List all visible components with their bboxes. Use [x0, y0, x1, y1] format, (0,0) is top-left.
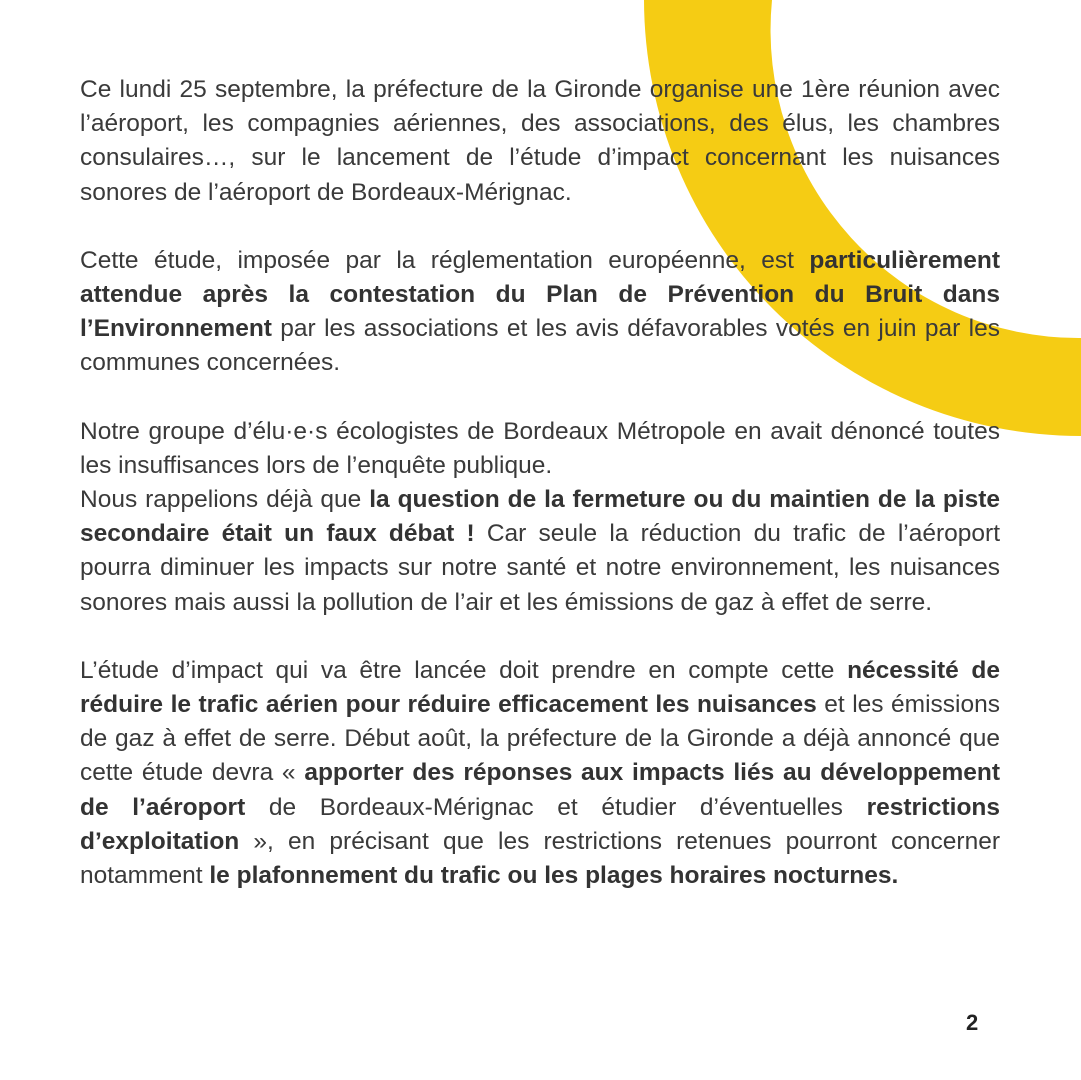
text-run: Ce lundi 25 septembre, la préfecture de la Gironde organise une 1ère réunion avec l’aéroport, les compagnies aériennes, des associations, des élus, les chambres consulaires…, sur le lancement de l’étude d’impact concernant les nuisances sonores de l’aéroport de Bordeaux-Mérignac.: [80, 76, 1000, 206]
text-run: », en précisant que les restrictions retenues pourront concerner notamment: [80, 827, 1000, 890]
page-number: 2: [966, 1010, 979, 1035]
paragraph-4: [80, 483, 1000, 620]
text-run: Notre groupe d’élu·e·s écologistes de Bordeaux Métropole en avait dénoncé toutes les insuffisances lors de l’enquête publique.: [80, 417, 1000, 479]
bold-text-run: la question de la fermeture ou du maintien de la piste secondaire était un faux débat !: [80, 486, 1000, 548]
bold-text-run: apporter des réponses aux impacts liés au développement de l’aéroport: [80, 759, 1000, 821]
bold-text-run: restrictions d’exploitation: [80, 793, 1000, 855]
text-run: de Bordeaux-Mérignac et étudier d’éventuelles: [245, 793, 867, 821]
article-body: [80, 73, 1000, 893]
paragraph-3: [80, 415, 1000, 483]
paragraph-5: [80, 654, 1000, 893]
text-run: et les émissions de gaz à effet de serre. Début août, la préfecture de la Gironde a déjà annoncé que cette étude devra «: [80, 691, 1000, 787]
text-run: Car seule la réduction du trafic de l’aéroport pourra diminuer les impacts sur notre santé et notre environnement, les nuisances sonores mais aussi la pollution de l’air et les émissions de gaz à effet de serre.: [80, 520, 1001, 616]
text-run: L’étude d’impact qui va être lancée doit prendre en compte cette: [80, 656, 848, 684]
paragraph-2: [80, 244, 1000, 381]
text-run: Cette étude, imposée par la réglementation européenne, est: [80, 246, 810, 274]
text-run: Nous rappelions déjà que: [80, 486, 370, 514]
bold-text-run: le plafonnement du trafic ou les plages horaires nocturnes.: [209, 862, 899, 890]
bold-text-run: particulièrement attendue après la contestation du Plan de Prévention du Bruit dans l’Environnement: [80, 246, 1000, 343]
bold-text-run: nécessité de réduire le trafic aérien pour réduire efficacement les nuisances: [80, 656, 1000, 719]
text-run: par les associations et les avis défavorables votés en juin par les communes concernées.: [80, 315, 1000, 377]
paragraph-1: [80, 73, 1000, 210]
